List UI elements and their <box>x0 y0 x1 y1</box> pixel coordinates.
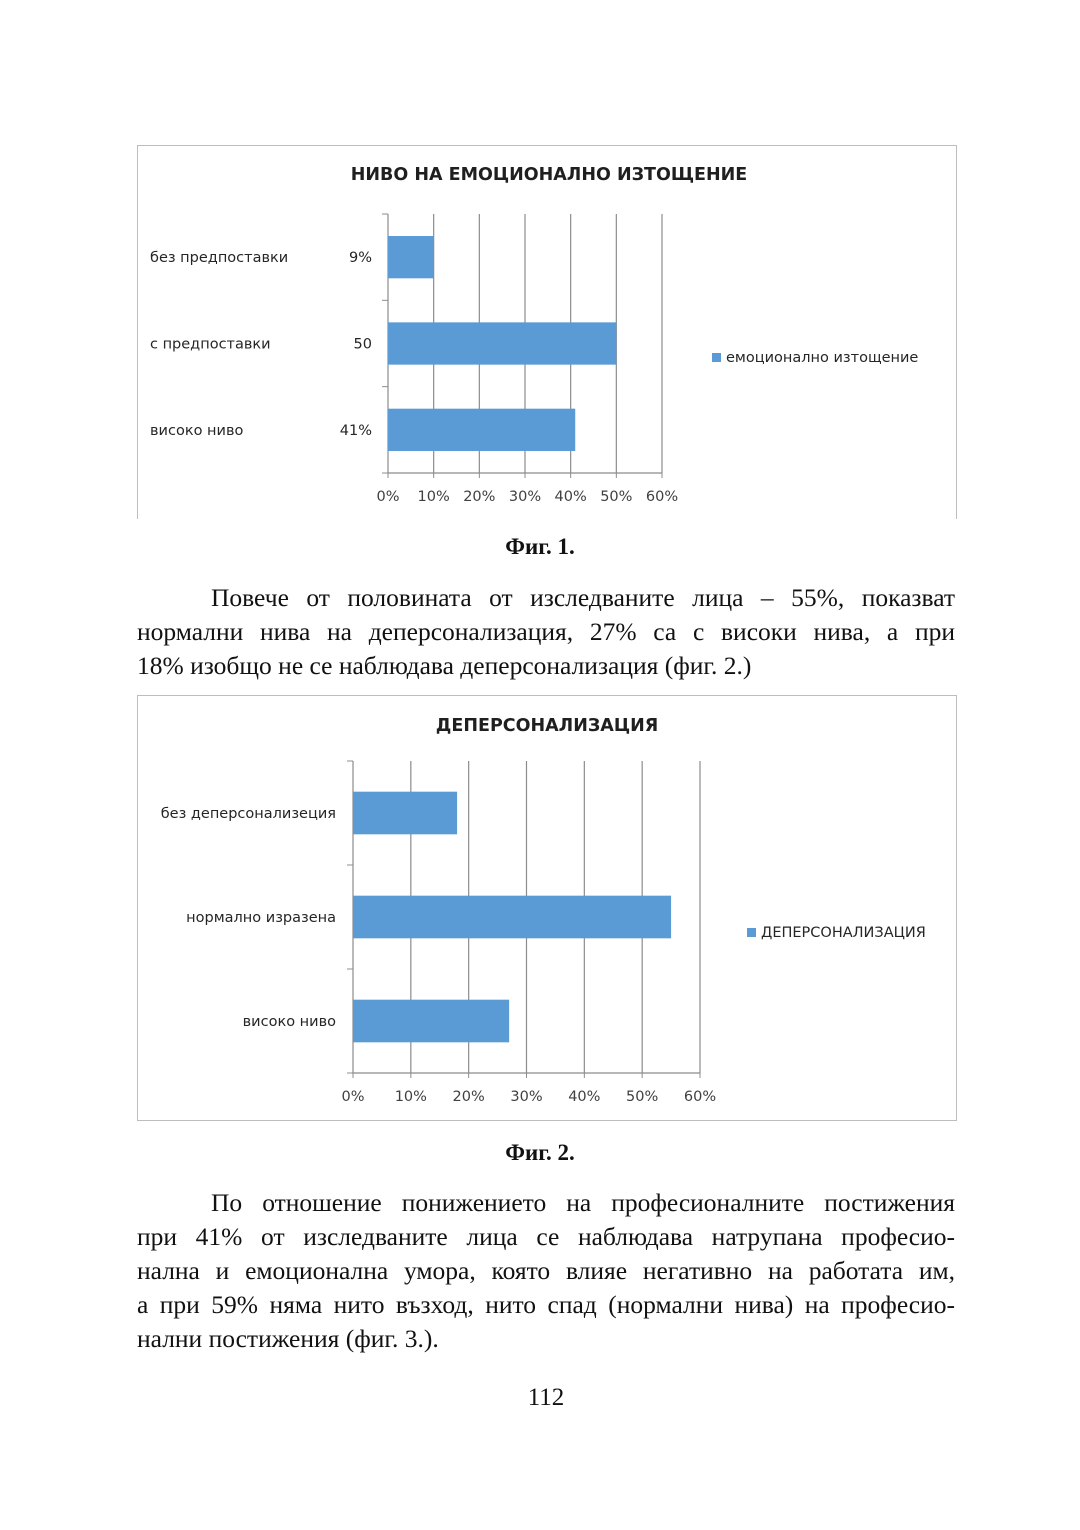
bar <box>353 896 671 939</box>
legend-label: емоционално изтощение <box>726 350 919 366</box>
chart-emotional-exhaustion <box>137 145 957 519</box>
paragraph-1-line: нормални нива на деперсонализация, 27% са с високи нива, а при <box>137 617 955 646</box>
chart2-svg <box>138 696 956 1120</box>
x-tick-label: 0% <box>341 1089 365 1105</box>
paragraph-1-line: 18% изобщо не се наблюдава деперсонализация (фиг. 2.) <box>137 651 752 680</box>
chart-depersonalization <box>137 695 957 1121</box>
data-label: 9% <box>348 250 372 267</box>
paragraph-2-line: нални постижения (фиг. 3.). <box>137 1324 439 1353</box>
figure-2-caption: Фиг. 2. <box>505 1140 575 1165</box>
chart-title: НИВО НА ЕМОЦИОНАЛНО ИЗТОЩЕНИЕ <box>350 165 748 185</box>
bar <box>353 1000 509 1043</box>
paragraph-2 <box>137 1186 955 1356</box>
x-tick-label: 10% <box>394 1089 427 1105</box>
x-tick-label: 60% <box>683 1089 717 1105</box>
x-tick-label: 20% <box>452 1089 485 1105</box>
x-tick-label: 50% <box>600 489 633 505</box>
x-tick-label: 40% <box>554 489 587 505</box>
category-label: нормално изразена <box>186 910 336 926</box>
legend-label: ДЕПЕРСОНАЛИЗАЦИЯ <box>761 925 926 941</box>
data-label: 50 <box>353 336 372 353</box>
category-label: без предпоставки <box>150 250 289 267</box>
x-tick-label: 30% <box>508 489 542 505</box>
legend-swatch <box>712 353 721 362</box>
paragraph-2-line: По отношение понижението на професионалните постижения <box>211 1188 955 1217</box>
category-label: високо ниво <box>242 1014 336 1030</box>
x-tick-label: 50% <box>626 1089 659 1105</box>
paragraph-1-line: Повече от половината от изследваните лица – 55%, показват <box>211 583 955 612</box>
category-label: с предпоставки <box>150 336 271 353</box>
x-tick-label: 20% <box>463 489 496 505</box>
x-tick-label: 60% <box>645 489 679 505</box>
category-label: без деперсонализеция <box>160 806 336 822</box>
bar <box>388 409 575 451</box>
bar <box>388 236 434 278</box>
x-tick-label: 0% <box>376 489 400 505</box>
category-label: високо ниво <box>150 422 244 439</box>
chart1-svg <box>138 146 956 519</box>
legend-swatch <box>747 928 756 937</box>
paragraph-2-line: при 41% от изследваните лица се наблюдава натрупана професио- <box>137 1222 955 1251</box>
paragraph-1 <box>137 581 955 683</box>
page-number: 112 <box>527 1384 565 1411</box>
figure-1-caption: Фиг. 1. <box>505 534 575 559</box>
paragraph-2-line: а при 59% няма нито възход, нито спад (нормални нива) на професио- <box>137 1290 955 1319</box>
data-label: 41% <box>339 422 372 439</box>
chart-title: ДЕПЕРСОНАЛИЗАЦИЯ <box>435 716 659 736</box>
bar <box>388 322 616 364</box>
paragraph-2-line: нална и емоционална умора, която влияе негативно на работата им, <box>137 1256 955 1285</box>
x-tick-label: 30% <box>510 1089 543 1105</box>
x-tick-label: 40% <box>568 1089 601 1105</box>
bar <box>353 792 457 835</box>
x-tick-label: 10% <box>417 489 450 505</box>
